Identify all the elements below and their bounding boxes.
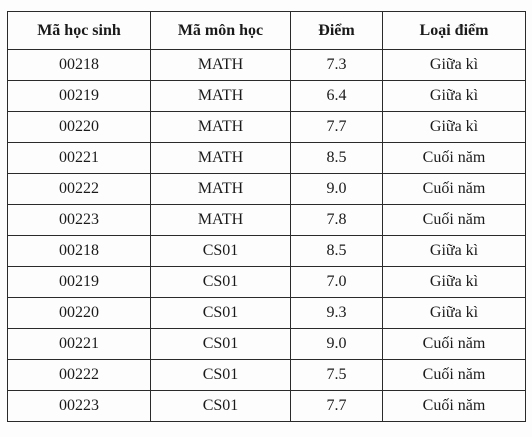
table-row <box>8 205 526 236</box>
cell-subject-code: CS01 <box>151 298 291 329</box>
table-row <box>8 174 526 205</box>
cell-subject-code: CS01 <box>151 267 291 298</box>
cell-score-type: Giữa kì <box>383 298 526 329</box>
cell-score-type: Giữa kì <box>383 236 526 267</box>
cell-student-id: 00218 <box>8 236 151 267</box>
cell-score-type: Giữa kì <box>383 267 526 298</box>
cell-subject-code: MATH <box>151 50 291 81</box>
table-body <box>8 50 526 422</box>
cell-score-type: Giữa kì <box>383 50 526 81</box>
table-row <box>8 391 526 422</box>
cell-score: 9.3 <box>291 298 383 329</box>
cell-subject-code: CS01 <box>151 236 291 267</box>
scores-table <box>7 11 526 422</box>
table-row <box>8 143 526 174</box>
cell-subject-code: MATH <box>151 174 291 205</box>
header-student-id: Mã học sinh <box>8 12 151 50</box>
table-row <box>8 81 526 112</box>
cell-subject-code: MATH <box>151 81 291 112</box>
cell-score-type: Cuối năm <box>383 143 526 174</box>
header-row <box>8 12 526 50</box>
table-row <box>8 236 526 267</box>
header-score-type: Loại điểm <box>383 12 526 50</box>
cell-student-id: 00221 <box>8 143 151 174</box>
cell-student-id: 00220 <box>8 112 151 143</box>
cell-student-id: 00219 <box>8 267 151 298</box>
table-row <box>8 298 526 329</box>
cell-score: 8.5 <box>291 143 383 174</box>
cell-student-id: 00220 <box>8 298 151 329</box>
cell-score-type: Cuối năm <box>383 205 526 236</box>
table-row <box>8 50 526 81</box>
cell-score: 7.0 <box>291 267 383 298</box>
table-header <box>8 12 526 50</box>
cell-subject-code: CS01 <box>151 360 291 391</box>
cell-student-id: 00223 <box>8 391 151 422</box>
cell-subject-code: MATH <box>151 205 291 236</box>
cell-subject-code: MATH <box>151 112 291 143</box>
cell-score: 9.0 <box>291 329 383 360</box>
cell-score: 7.7 <box>291 112 383 143</box>
cell-score-type: Cuối năm <box>383 391 526 422</box>
cell-subject-code: CS01 <box>151 391 291 422</box>
cell-score-type: Cuối năm <box>383 329 526 360</box>
cell-student-id: 00219 <box>8 81 151 112</box>
cell-score: 8.5 <box>291 236 383 267</box>
cell-score: 7.3 <box>291 50 383 81</box>
cell-score-type: Giữa kì <box>383 81 526 112</box>
cell-student-id: 00218 <box>8 50 151 81</box>
table-row <box>8 112 526 143</box>
cell-student-id: 00222 <box>8 360 151 391</box>
cell-score: 9.0 <box>291 174 383 205</box>
header-subject-code: Mã môn học <box>151 12 291 50</box>
cell-score: 7.7 <box>291 391 383 422</box>
cell-score-type: Cuối năm <box>383 360 526 391</box>
table-row <box>8 360 526 391</box>
header-score: Điểm <box>291 12 383 50</box>
cell-score: 6.4 <box>291 81 383 112</box>
cell-student-id: 00221 <box>8 329 151 360</box>
cell-subject-code: MATH <box>151 143 291 174</box>
table-row <box>8 329 526 360</box>
cell-score-type: Cuối năm <box>383 174 526 205</box>
cell-student-id: 00223 <box>8 205 151 236</box>
cell-score: 7.8 <box>291 205 383 236</box>
cell-score-type: Giữa kì <box>383 112 526 143</box>
cell-student-id: 00222 <box>8 174 151 205</box>
table-row <box>8 267 526 298</box>
cell-score: 7.5 <box>291 360 383 391</box>
cell-subject-code: CS01 <box>151 329 291 360</box>
